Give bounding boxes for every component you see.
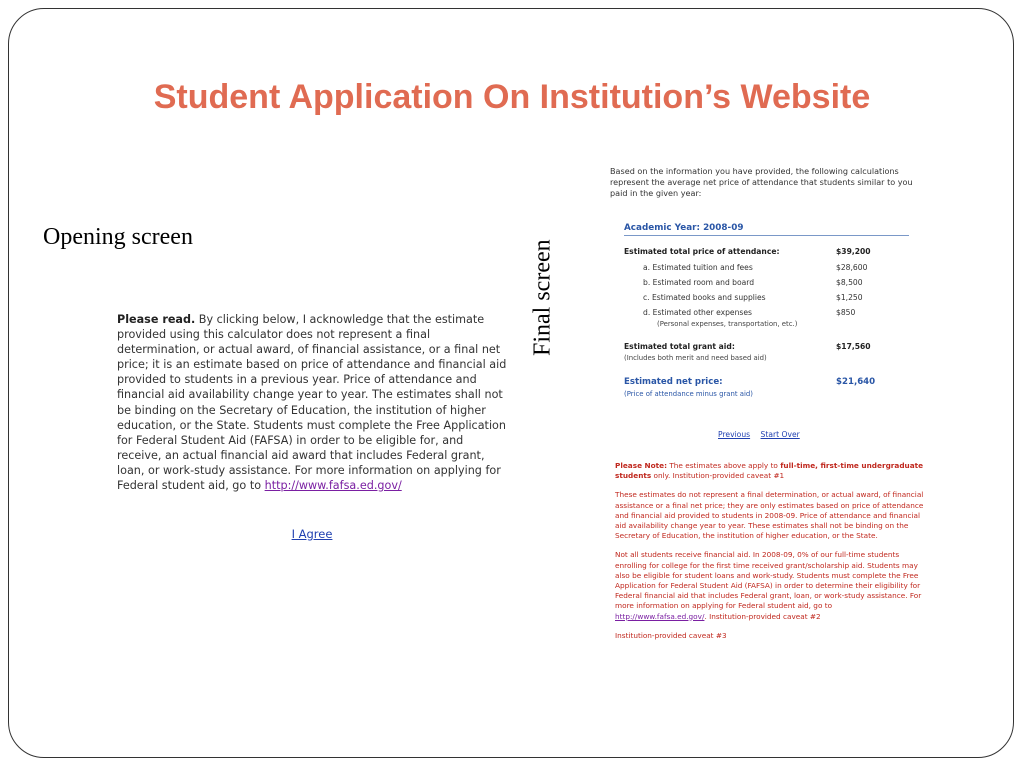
- please-note-heading: Please Note:: [615, 461, 668, 470]
- item-label: a. Estimated tuition and fees: [643, 263, 753, 272]
- caveat-paragraph-2: These estimates do not represent a final determination, or actual award, of financial assistance or a final net price; they are only estimates based on price of attendance and financial aid provided to students in 2008-09. Price of attendance and financial aid availability change year to year. These estimates shall not be binding on the Secretary of Education, the institution of higher education, or the State.: [615, 490, 924, 541]
- grant-aid-row: [624, 342, 914, 351]
- item-amount: $850: [836, 308, 856, 317]
- caveat-paragraph-4: Institution-provided caveat #3: [615, 630, 727, 640]
- total-price-value: $39,200: [836, 247, 871, 256]
- other-expenses-note: [657, 319, 947, 328]
- previous-link[interactable]: Previous: [718, 430, 751, 439]
- item-label: b. Estimated room and board: [643, 278, 755, 287]
- caveat-3-text: Not all students receive financial aid. In 2008-09, 0% of our full-time students enrolling for college for the first time received grant/scholarship aid. Students may also be eligible for student loans and work-study. Students must complete the Free Application for Federal Student Aid (FAFSA) in order to determine their eligibility for Federal financial aid that includes Federal grant, loan, or work-study assistance. For more information on applying for Federal student aid, go to: [615, 550, 922, 611]
- grant-aid-label: Estimated total grant aid:: [624, 342, 735, 351]
- results-intro: Based on the information you have provided, the following calculations represent the average net price of attendance that students similar to you paid in the given year:: [610, 166, 913, 199]
- disclaimer-body: By clicking below, I acknowledge that the estimate provided using this calculator does not represent a final determination, or actual award, of financial assistance, or a final net price; it is an estimate based on price of attendance and financial aid provided to students in a previous year. Price of attendance and financial aid availability change year to year. The estimates shall not be binding on the Secretary of Education, the institution of higher education, or the State. Students must complete the Free Application for Federal Student Aid (FAFSA) in order to be eligible for, and receive, an actual financial aid award that includes Federal grant, loan, or work-study assistance. For more information on applying for Federal student aid, go to: [117, 313, 507, 493]
- item-label: c. Estimated books and supplies: [643, 293, 766, 302]
- net-price-note: [624, 389, 914, 399]
- slide-title: Student Application On Institution’s Website: [153, 78, 871, 116]
- academic-year-heading: Academic Year: 2008-09: [624, 223, 909, 236]
- please-note-tail: only. Institution-provided caveat #1: [651, 471, 785, 481]
- item-amount: $28,600: [836, 263, 868, 272]
- grant-aid-value: $17,560: [836, 342, 871, 351]
- caveats-section: [615, 461, 925, 650]
- grant-aid-note-text: (Includes both merit and need based aid): [624, 354, 767, 362]
- net-price-label: Estimated net price:: [624, 377, 723, 387]
- i-agree-link[interactable]: I Agree: [291, 527, 333, 541]
- total-price-row: [624, 247, 914, 256]
- navigation-links: [718, 430, 808, 439]
- table-row: [643, 293, 933, 302]
- total-price-label: Estimated total price of attendance:: [624, 247, 780, 256]
- grant-aid-note: [624, 353, 914, 362]
- fafsa-link-final[interactable]: http://www.fafsa.ed.gov/: [615, 611, 705, 621]
- table-row: [643, 263, 933, 272]
- final-screen-label: Final screen: [529, 239, 556, 357]
- start-over-link[interactable]: Start Over: [760, 430, 800, 439]
- please-note-paragraph: [615, 461, 925, 481]
- opening-screen-text: [117, 312, 509, 493]
- caveat-paragraph-3: [615, 550, 925, 621]
- item-label: d. Estimated other expenses: [643, 308, 752, 317]
- net-price-row: [624, 377, 914, 387]
- caveat-3-tail: . Institution-provided caveat #2: [704, 611, 821, 621]
- fafsa-link[interactable]: http://www.fafsa.ed.gov/: [264, 479, 402, 493]
- other-expenses-note-text: (Personal expenses, transportation, etc.): [657, 320, 798, 328]
- opening-screen-label: Opening screen: [43, 224, 193, 250]
- table-row: [643, 278, 933, 287]
- please-read-heading: Please read.: [117, 313, 196, 326]
- item-amount: $8,500: [836, 278, 863, 287]
- table-row: [643, 308, 933, 317]
- final-screen: [610, 166, 926, 640]
- please-note-text: The estimates above apply to: [667, 461, 781, 470]
- net-price-note-text: (Price of attendance minus grant aid): [624, 390, 753, 398]
- net-price-value: $21,640: [836, 377, 876, 387]
- please-note-bold: full-time, first-time undergraduate students: [615, 461, 924, 481]
- item-amount: $1,250: [836, 293, 863, 302]
